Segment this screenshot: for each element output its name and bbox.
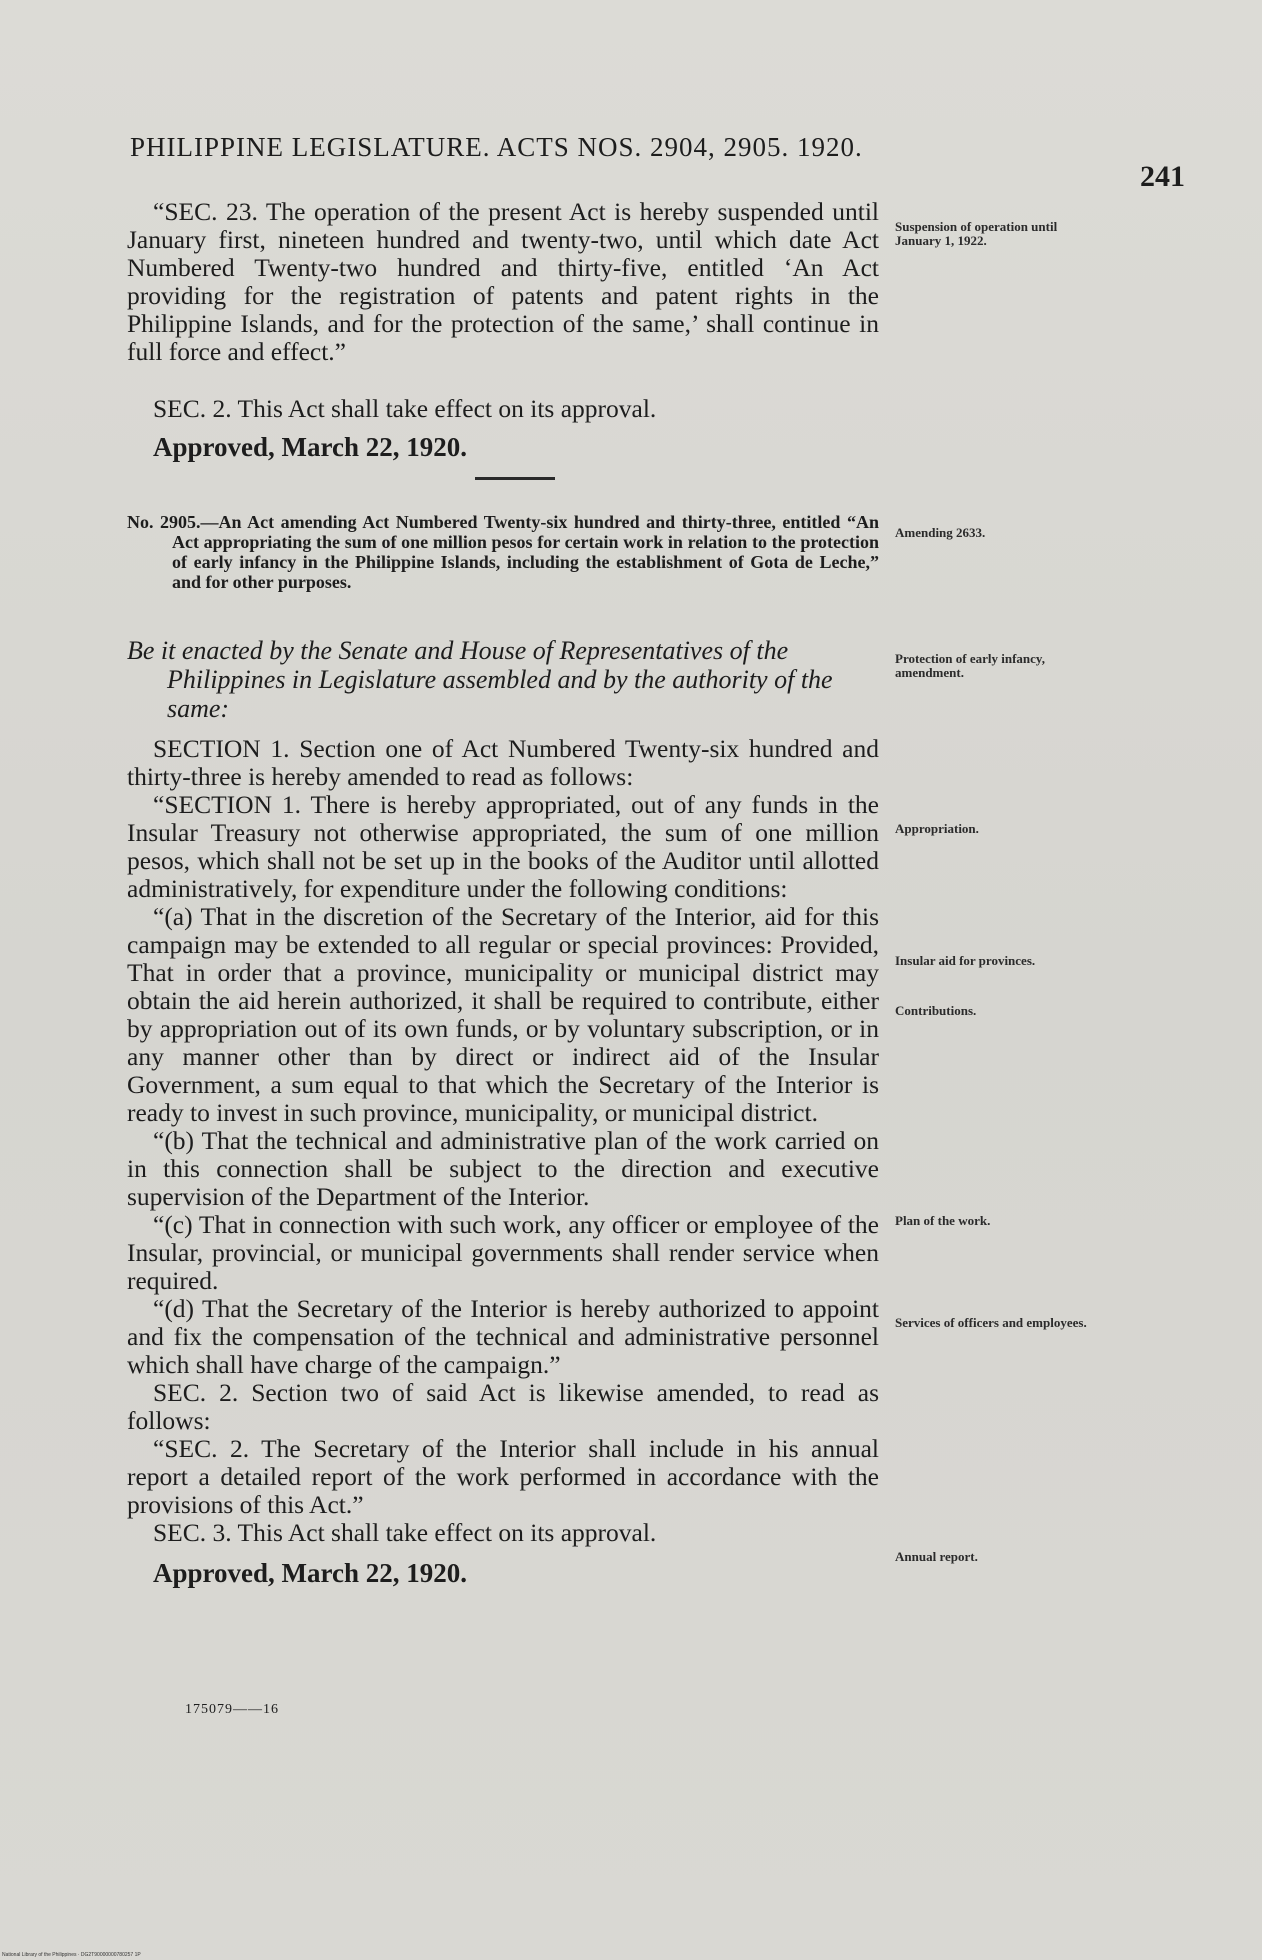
page-number: 241 xyxy=(1140,160,1185,193)
margin-note-appropriation: Appropriation. xyxy=(895,821,979,836)
act-2904-section-23 xyxy=(127,198,879,366)
act-2905-section-1-intro: SECTION 1. Section one of Act Numbered Twenty-six hundred and thirty-three is hereby amended to read as follows: xyxy=(127,734,879,791)
act-2905-body xyxy=(127,735,879,1587)
act-2904-closing xyxy=(127,395,879,461)
act-2905-clause-d: “(d) That the Secretary of the Interior is hereby authorized to appoint and fix the compensation of the technical and administrative personnel which shall have charge of the campaign.” xyxy=(127,1294,879,1379)
act-2905-sec-2-intro: SEC. 2. Section two of said Act is likewise amended, to read as follows: xyxy=(127,1378,879,1435)
margin-note-insular-aid: Insular aid for provinces. xyxy=(895,953,1036,968)
act-2904-sec-2: SEC. 2. This Act shall take effect on its approval. xyxy=(153,394,657,423)
act-2904-approved: Approved, March 22, 1920. xyxy=(153,432,468,462)
act-2905-clause-a: “(a) That in the discretion of the Secretary of the Interior, aid for this campaign may be extended to all regular or special provinces: Provided, That in order that a province, municipality or municipal district may obtain the aid herein authorized, it shall be required to contribute, either by appropriation out of its own funds, or by voluntary subscription, or in any manner other than by direct or indirect aid of the Insular Government, a sum equal to that which the Secretary of the Interior is ready to invest in such province, municipality, or municipal district. xyxy=(127,902,879,1127)
library-credit: National Library of the Philippines · DG2T90000000780257 1P xyxy=(2,1952,141,1958)
margin-note-protection: Protection of early infancy, amendment. xyxy=(895,651,1045,680)
margin-note-suspension: Suspension of operation until January 1, 1922. xyxy=(895,219,1058,248)
section-23-text: “SEC. 23. The operation of the present Act is hereby suspended until January first, nineteen hundred and twenty-two, until which date Act Numbered Twenty-two hundred and thirty-five, entitled ‘An Act providing for the registration of patents and patent rights in the Philippine Islands, and for the protection of the same,’ shall continue in full force and effect.” xyxy=(127,197,879,366)
enacting-clause-text: Be it enacted by the Senate and House of Representatives of the Philippines in Legislature assembled and by the authority of the same: xyxy=(127,636,833,723)
margin-note-plan: Plan of the work. xyxy=(895,1213,991,1228)
margin-note-contributions: Contributions. xyxy=(895,1003,977,1018)
act-2905-sec-2-text: “SEC. 2. The Secretary of the Interior shall include in his annual report a detailed report of the work performed in accordance with the provisions of this Act.” xyxy=(127,1434,879,1519)
act-2905-section-1-appropriation: “SECTION 1. There is hereby appropriated, out of any funds in the Insular Treasury not otherwise appropriated, the sum of one million pesos, which shall not be set up in the books of the Auditor until allotted administratively, for expenditure under the following conditions: xyxy=(127,790,879,903)
act-2905-clause-b: “(b) That the technical and administrative plan of the work carried on in this connection shall be subject to the direction and executive supervision of the Department of the Interior. xyxy=(127,1126,879,1211)
margin-note-annual-report: Annual report. xyxy=(895,1549,978,1564)
enacting-clause xyxy=(127,636,879,723)
margin-note-services: Services of officers and employees. xyxy=(895,1315,1087,1330)
act-2905-title xyxy=(127,512,879,592)
section-divider-rule xyxy=(475,477,555,480)
running-head: PHILIPPINE LEGISLATURE. ACTS NOS. 2904, 2905. 1920. xyxy=(130,132,863,162)
margin-note-amending: Amending 2633. xyxy=(895,525,986,540)
act-2905-approved: Approved, March 22, 1920. xyxy=(153,1558,468,1588)
act-2905-clause-c: “(c) That in connection with such work, any officer or employee of the Insular, provincial, or municipal governments shall render service when required. xyxy=(127,1210,879,1295)
act-2905-title-text: No. 2905.—An Act amending Act Numbered Twenty-six hundred and thirty-three, entitled “An Act appropriating the sum of one million pesos for certain work in relation to the protection of early infancy in the Philippine Islands, including the establishment of Gota de Leche,” and for other purposes. xyxy=(127,512,879,592)
act-2905-sec-3: SEC. 3. This Act shall take effect on its approval. xyxy=(153,1518,657,1547)
print-code: 175079——16 xyxy=(185,1702,279,1717)
